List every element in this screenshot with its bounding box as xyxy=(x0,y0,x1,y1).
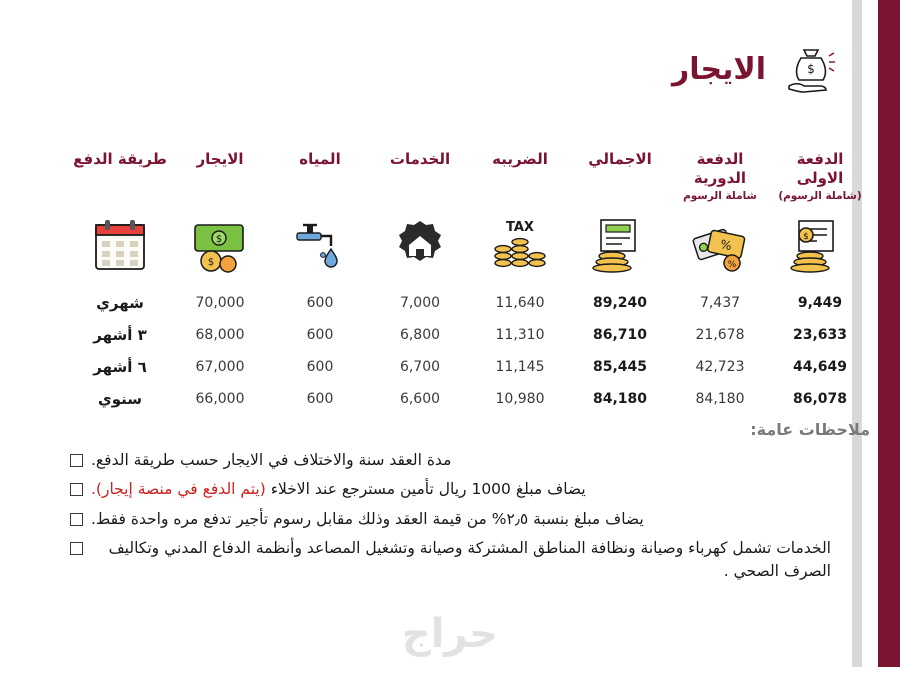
checkbox-icon xyxy=(70,483,83,496)
cell-tax: 11,145 xyxy=(495,358,545,375)
table-head xyxy=(70,150,870,287)
table-row xyxy=(70,351,870,383)
cell-rent: 68,000 xyxy=(195,326,245,343)
table-row xyxy=(70,319,870,351)
cell-services: 6,800 xyxy=(399,326,441,343)
gear-home-icon xyxy=(370,207,470,287)
cell-rent: 67,000 xyxy=(195,358,245,375)
cell-method: ٣ أشهر xyxy=(93,325,147,344)
list-item xyxy=(70,508,870,530)
cell-periodic-payment: 7,437 xyxy=(699,294,741,311)
cell-method: ٦ أشهر xyxy=(93,357,147,376)
watermark: حراج xyxy=(401,611,499,657)
calendar-icon xyxy=(70,207,170,287)
list-item xyxy=(70,537,870,582)
cell-water: 600 xyxy=(306,326,334,343)
column-header-tax: الضريبه xyxy=(492,150,548,168)
column-header-total: الاجمالي xyxy=(588,150,652,168)
cell-services: 6,700 xyxy=(399,358,441,375)
list-item xyxy=(70,478,870,500)
table-header-row xyxy=(70,150,870,207)
note-text-1: مدة العقد سنة والاختلاف في الايجار حسب طريقة الدفع. xyxy=(91,451,452,469)
table-row xyxy=(70,287,870,319)
cell-rent: 70,000 xyxy=(195,294,245,311)
cell-rent: 66,000 xyxy=(195,390,245,407)
decorative-edge-dark xyxy=(878,0,900,675)
invoice-coins-icon xyxy=(770,207,870,287)
table-icon-row xyxy=(70,207,870,287)
money-bag-hand-icon xyxy=(784,42,840,98)
cell-method: سنوي xyxy=(97,389,143,408)
note-text-3: يضاف مبلغ بنسبة ٢٫٥% من قيمة العقد وذلك مقابل رسوم تأجير تدفع مره واحدة فقط. xyxy=(91,509,644,528)
svg-text:TAX: TAX xyxy=(506,219,534,235)
water-tap-icon xyxy=(270,207,370,287)
column-header-first-payment: الدفعة الاولى (شاملة الرسوم) xyxy=(778,150,862,202)
svg-text:$: $ xyxy=(803,231,809,242)
cell-tax: 11,640 xyxy=(495,294,545,311)
svg-text:$: $ xyxy=(207,256,215,268)
cell-first-payment: 23,633 xyxy=(792,326,848,343)
note-text-4: الخدمات تشمل كهرباء وصيانة ونظافة المناطق المشتركة وصيانة وتشغيل المصاعد وأنظمة الدفاع المدني وتكاليف الصرف الصحي . xyxy=(108,539,831,580)
column-header-rent: الايجار xyxy=(196,150,244,168)
cell-periodic-payment: 42,723 xyxy=(695,358,745,375)
page-title: الايجار xyxy=(671,52,766,87)
checkbox-icon xyxy=(70,542,83,555)
cell-total: 89,240 xyxy=(592,294,648,311)
cell-first-payment: 9,449 xyxy=(797,294,843,311)
column-header-water: المياه xyxy=(299,150,341,168)
rates-table-wrapper xyxy=(70,150,870,415)
decorative-edge-bottom xyxy=(0,667,900,675)
cell-periodic-payment: 21,678 xyxy=(695,326,745,343)
cell-total: 86,710 xyxy=(592,326,648,343)
cell-total: 85,445 xyxy=(592,358,648,375)
cell-tax: 11,310 xyxy=(495,326,545,343)
note-text-2: يضاف مبلغ 1000 ريال تأمين مسترجع عند الاخلاء (يتم الدفع في منصة إيجار). xyxy=(91,480,586,499)
cell-water: 600 xyxy=(306,390,334,407)
tax-coins-icon xyxy=(470,207,570,287)
cell-periodic-payment: 84,180 xyxy=(695,390,745,407)
column-header-services: الخدمات xyxy=(389,150,451,168)
svg-text:$: $ xyxy=(215,233,223,245)
cell-total: 84,180 xyxy=(592,390,648,407)
slide-header xyxy=(672,42,840,98)
list-item xyxy=(70,449,870,471)
table-row xyxy=(70,383,870,415)
cell-services: 7,000 xyxy=(399,294,441,311)
notes-title: ملاحظات عامة: xyxy=(750,420,870,439)
cell-water: 600 xyxy=(306,294,334,311)
cell-tax: 10,980 xyxy=(495,390,545,407)
svg-text:%: % xyxy=(727,259,737,270)
column-header-method: طريقة الدفع xyxy=(73,150,167,168)
checkbox-icon xyxy=(70,513,83,526)
cell-services: 6,600 xyxy=(399,390,441,407)
svg-text:%: % xyxy=(718,236,734,253)
document-coins-icon xyxy=(570,207,670,287)
discount-tags-icon xyxy=(670,207,770,287)
rates-table xyxy=(70,150,870,415)
cash-coins-icon xyxy=(170,207,270,287)
column-header-periodic-payment: الدفعة الدورية شاملة الرسوم xyxy=(683,150,757,202)
cell-first-payment: 44,649 xyxy=(792,358,848,375)
cell-method: شهري xyxy=(96,293,144,312)
checkbox-icon xyxy=(70,454,83,467)
cell-water: 600 xyxy=(306,358,334,375)
table-body xyxy=(70,287,870,415)
cell-first-payment: 86,078 xyxy=(792,390,848,407)
svg-text:$: $ xyxy=(807,62,815,76)
notes-section xyxy=(70,420,870,589)
